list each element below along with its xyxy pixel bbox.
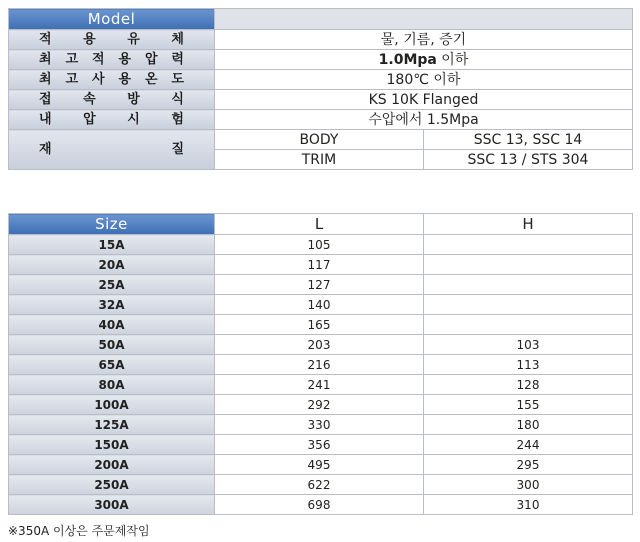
- material-part: BODY: [215, 130, 424, 150]
- h-cell: [424, 255, 633, 275]
- spec-table: [8, 8, 633, 170]
- size-row: [9, 295, 633, 315]
- size-row: [9, 255, 633, 275]
- spec-value-rest: 이하: [436, 51, 469, 68]
- size-row: [9, 435, 633, 455]
- size-row: [9, 315, 633, 335]
- spec-label-char: 압: [144, 52, 158, 67]
- size-cell: 25A: [9, 275, 215, 295]
- l-cell: 216: [215, 355, 424, 375]
- spec-row: [9, 30, 633, 50]
- footnote: ※350A 이상은 주문제작임: [8, 524, 150, 538]
- size-row: [9, 415, 633, 435]
- material-spec: SSC 13, SSC 14: [424, 130, 633, 150]
- spec-label-char: 온: [144, 72, 158, 87]
- spec-row: [9, 110, 633, 130]
- h-cell: 155: [424, 395, 633, 415]
- material-label-char: 질: [171, 142, 184, 157]
- spec-label: [9, 110, 215, 130]
- l-cell: 330: [215, 415, 424, 435]
- l-cell: 165: [215, 315, 424, 335]
- spec-label-char: 고: [65, 52, 79, 67]
- size-cell: 50A: [9, 335, 215, 355]
- spec-label: [9, 50, 215, 70]
- h-cell: 103: [424, 335, 633, 355]
- h-cell: [424, 235, 633, 255]
- l-cell: 117: [215, 255, 424, 275]
- spec-label-text: [9, 73, 214, 86]
- size-row: [9, 455, 633, 475]
- size-cell: 40A: [9, 315, 215, 335]
- size-row: [9, 335, 633, 355]
- h-cell: 128: [424, 375, 633, 395]
- size-cell: 100A: [9, 395, 215, 415]
- l-cell: 140: [215, 295, 424, 315]
- material-label: [9, 130, 215, 170]
- spec-label-char: 용: [118, 72, 132, 87]
- h-cell: 244: [424, 435, 633, 455]
- spec-value-bold: 1.0Mpa: [378, 51, 437, 68]
- h-cell: [424, 295, 633, 315]
- spec-header-model: Model: [9, 9, 215, 30]
- h-cell: 180: [424, 415, 633, 435]
- spec-label-char: 최: [39, 72, 52, 87]
- size-row: [9, 395, 633, 415]
- size-cell: 32A: [9, 295, 215, 315]
- size-column-header: Size: [9, 214, 215, 235]
- spec-label-char: 시: [127, 112, 140, 127]
- size-cell: 20A: [9, 255, 215, 275]
- size-cell: 125A: [9, 415, 215, 435]
- h-cell: [424, 275, 633, 295]
- spec-label-char: 내: [39, 112, 52, 127]
- size-row: [9, 475, 633, 495]
- material-label-char: 재: [39, 142, 52, 157]
- size-cell: 300A: [9, 495, 215, 515]
- spec-label-char: 최: [39, 52, 52, 67]
- size-cell: 15A: [9, 235, 215, 255]
- h-cell: 310: [424, 495, 633, 515]
- spec-label-char: 유: [127, 32, 140, 47]
- h-column-header: H: [424, 214, 633, 235]
- l-cell: 105: [215, 235, 424, 255]
- spec-value: 180℃ 이하: [215, 70, 633, 90]
- spec-label-char: 용: [83, 32, 96, 47]
- l-cell: 241: [215, 375, 424, 395]
- size-cell: 65A: [9, 355, 215, 375]
- h-cell: 295: [424, 455, 633, 475]
- size-row: [9, 235, 633, 255]
- l-cell: 203: [215, 335, 424, 355]
- spec-label-text: [9, 53, 214, 66]
- spec-value: KS 10K Flanged: [215, 90, 633, 110]
- size-row: [9, 375, 633, 395]
- spec-value: 수압에서 1.5Mpa: [215, 110, 633, 130]
- size-cell: 150A: [9, 435, 215, 455]
- spec-label: [9, 70, 215, 90]
- size-table: [8, 213, 633, 515]
- material-label-text: [9, 143, 214, 156]
- material-spec: SSC 13 / STS 304: [424, 150, 633, 170]
- spec-label-char: 력: [171, 52, 184, 67]
- spec-header-blank: [215, 9, 633, 30]
- spec-row: [9, 70, 633, 90]
- size-cell: 200A: [9, 455, 215, 475]
- size-row: [9, 355, 633, 375]
- spec-label-char: 도: [171, 72, 184, 87]
- spec-row: [9, 50, 633, 70]
- spec-label-char: 속: [83, 92, 96, 107]
- spec-value: [215, 50, 633, 70]
- spec-label: [9, 30, 215, 50]
- l-cell: 292: [215, 395, 424, 415]
- size-row: [9, 275, 633, 295]
- l-cell: 698: [215, 495, 424, 515]
- spec-label-char: 적: [91, 52, 105, 67]
- size-row: [9, 495, 633, 515]
- spec-label-char: 용: [118, 52, 132, 67]
- spec-label-char: 접: [39, 92, 52, 107]
- size-cell: 80A: [9, 375, 215, 395]
- h-cell: [424, 315, 633, 335]
- spec-row: [9, 90, 633, 110]
- spec-value: 물, 기름, 증기: [215, 30, 633, 50]
- h-cell: 300: [424, 475, 633, 495]
- size-cell: 250A: [9, 475, 215, 495]
- spec-label-char: 적: [39, 32, 52, 47]
- spec-label-char: 식: [171, 92, 184, 107]
- spec-label-text: [9, 33, 214, 46]
- spec-label-char: 방: [127, 92, 140, 107]
- spec-label-char: 체: [171, 32, 184, 47]
- l-column-header: L: [215, 214, 424, 235]
- h-cell: 113: [424, 355, 633, 375]
- material-part: TRIM: [215, 150, 424, 170]
- spec-label: [9, 90, 215, 110]
- spec-label-char: 사: [91, 72, 105, 87]
- l-cell: 495: [215, 455, 424, 475]
- l-cell: 127: [215, 275, 424, 295]
- material-row: [9, 130, 633, 150]
- l-cell: 622: [215, 475, 424, 495]
- spec-label-char: 고: [65, 72, 79, 87]
- spec-label-char: 험: [171, 112, 184, 127]
- l-cell: 356: [215, 435, 424, 455]
- spec-label-text: [9, 93, 214, 106]
- spec-label-text: [9, 113, 214, 126]
- spec-label-char: 압: [83, 112, 96, 127]
